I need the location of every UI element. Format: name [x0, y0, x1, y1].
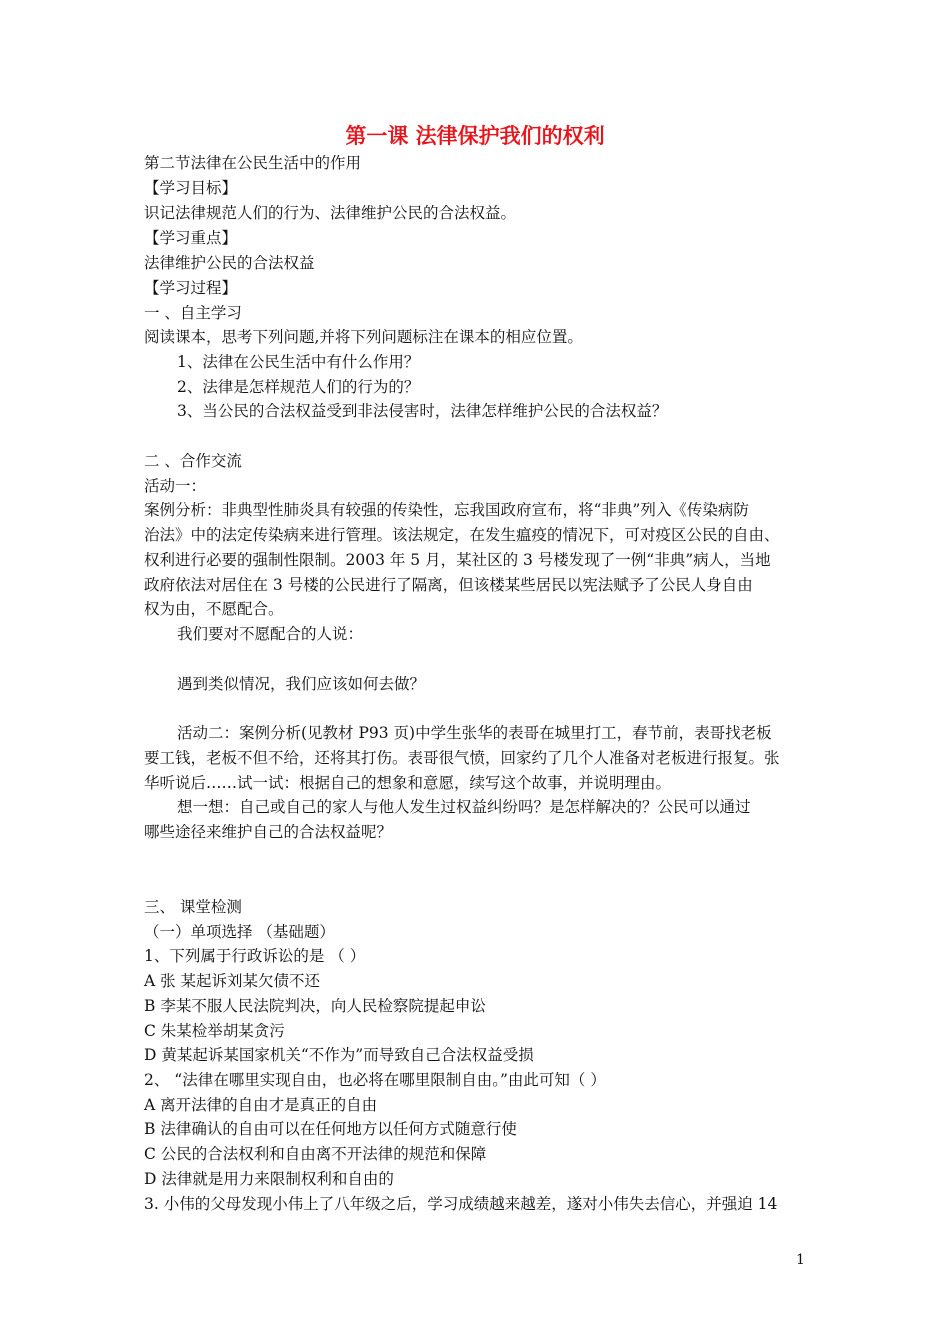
text-line: 要工钱，老板不但不给，还将其打伤。表哥很气愤，回家约了几个人准备对老板进行报复。张	[144, 749, 780, 767]
text-line: D 法律就是用力来限制权利和自由的	[144, 1170, 394, 1188]
text-line: A 离开法律的自由才是真正的自由	[144, 1096, 378, 1114]
text-line: 3、当公民的合法权益受到非法侵害时，法律怎样维护公民的合法权益？	[177, 402, 668, 420]
text-line: 我们要对不愿配合的人说：	[177, 625, 364, 643]
text-line: 案例分析：非典型性肺炎具有较强的传染性，忘我国政府宣布，将“非典”列入《传染病防	[144, 501, 749, 519]
text-line: 权为由，不愿配合。	[144, 600, 284, 618]
text-line: 法律维护公民的合法权益	[144, 254, 315, 272]
text-line: C 朱某检举胡某贪污	[144, 1022, 285, 1040]
text-line: B 李某不服人民法院判决，向人民检察院提起申讼	[144, 997, 486, 1015]
text-line: 1、下列属于行政诉讼的是 （ ）	[144, 947, 366, 965]
text-line: 【学习目标】	[144, 179, 238, 197]
text-line: B 法律确认的自由可以在任何地方以任何方式随意行使	[144, 1120, 517, 1138]
text-line: 2、法律是怎样规范人们的行为的？	[177, 378, 420, 396]
text-line: 活动一：	[144, 477, 207, 495]
text-line: 二 、合作交流	[144, 452, 242, 470]
text-line: 2、 “法律在哪里实现自由，也必将在哪里限制自由。”由此可知（ ）	[144, 1071, 606, 1089]
text-line: 3. 小伟的父母发现小伟上了八年级之后，学习成绩越来越差，遂对小伟失去信心，并强迫 14	[144, 1195, 778, 1213]
text-line: 三、 课堂检测	[144, 898, 242, 916]
text-line: 一 、自主学习	[144, 304, 242, 322]
text-line: 【学习过程】	[144, 279, 238, 297]
text-line: 政府依法对居住在 3 号楼的公民进行了隔离，但该楼某些居民以宪法赋予了公民人身自由	[144, 576, 753, 594]
text-line: 权利进行必要的强制性限制。2003 年 5 月，某社区的 3 号楼发现了一例“非典”病人，当地	[144, 551, 771, 569]
text-line: 想一想：自己或自己的家人与他人发生过权益纠纷吗？是怎样解决的？公民可以通过	[177, 798, 751, 816]
text-line: 识记法律规范人们的行为、法律维护公民的合法权益。	[144, 204, 517, 222]
text-line: （一）单项选择 （基础题）	[144, 923, 335, 941]
text-line: 活动二：案例分析(见教材 P93 页)中学生张华的表哥在城里打工，春节前，表哥找老板	[177, 724, 772, 742]
text-line: 遇到类似情况，我们应该如何去做？	[177, 675, 426, 693]
text-line: 哪些途径来维护自己的合法权益呢？	[144, 823, 393, 841]
text-line: A 张 某起诉刘某欠债不还	[144, 972, 321, 990]
text-line: 1、法律在公民生活中有什么作用？	[177, 353, 420, 371]
text-line: 阅读课本，思考下列问题,并将下列问题标注在课本的相应位置。	[144, 328, 583, 346]
text-line: D 黄某起诉某国家机关“不作为”而导致自己合法权益受损	[144, 1046, 534, 1064]
text-line: 华听说后……试一试：根据自己的想象和意愿，续写这个故事，并说明理由。	[144, 774, 672, 792]
text-line: 治法》中的法定传染病来进行管理。该法规定，在发生瘟疫的情况下，可对疫区公民的自由、	[144, 526, 780, 544]
text-line: C 公民的合法权利和自由离不开法律的规范和保障	[144, 1145, 487, 1163]
text-line: 第二节法律在公民生活中的作用	[144, 154, 362, 172]
text-line: 【学习重点】	[144, 229, 238, 247]
page-title: 第一课 法律保护我们的权利	[345, 124, 605, 148]
page-number: 1	[796, 1252, 805, 1268]
